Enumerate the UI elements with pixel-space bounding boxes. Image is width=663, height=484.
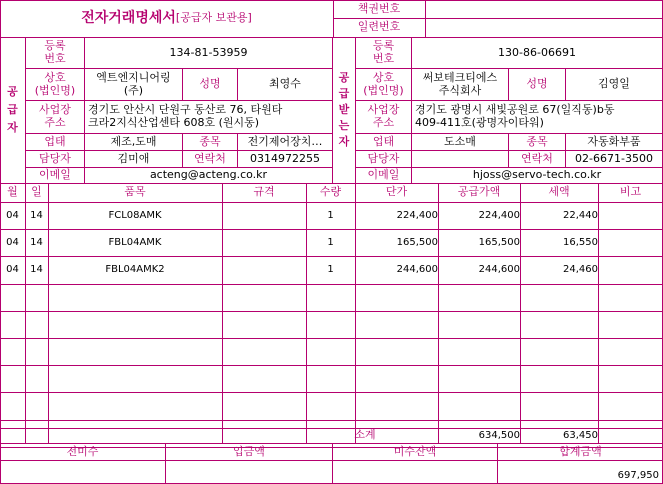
receiver-side-char: 자	[338, 135, 350, 148]
table-cell-month: 04	[6, 209, 19, 221]
table-cell-note	[598, 256, 663, 283]
col-header-spec: 규격	[253, 185, 275, 199]
table-cell-day: 14	[30, 209, 43, 221]
table-cell-qty: 1	[327, 263, 334, 275]
receiver-company: 써보테크티에스 주식회사	[422, 70, 498, 97]
supplier-email[interactable]: acteng@acteng.co.kr	[149, 168, 268, 182]
col-header-item: 품목	[124, 185, 146, 199]
received-label: 입금액	[233, 444, 265, 458]
supplier-rep: 최영수	[269, 77, 301, 91]
supplier-reg-label: 등록 번호	[44, 39, 66, 65]
table-cell-spec	[222, 256, 306, 283]
table-cell-note	[598, 202, 663, 229]
supplier-biz-type: 제조,도매	[110, 134, 157, 148]
total-value: 697,950	[617, 469, 659, 481]
received-value	[166, 461, 335, 483]
col-header-unit-price: 단가	[385, 185, 408, 199]
supplier-biz-item-label: 종목	[199, 134, 221, 148]
receiver-side-char: 급	[338, 87, 350, 100]
table-cell-supply: 244,600	[478, 263, 520, 275]
receiver-contact-label: 연락처	[521, 151, 553, 165]
col-header-note: 비고	[619, 185, 642, 199]
unpaid-value	[333, 461, 500, 483]
table-cell-item: FBL04AMK2	[105, 263, 165, 275]
table-cell-tax: 16,550	[563, 236, 598, 248]
serial-no-label: 일련번호	[357, 20, 401, 34]
receiver-rep: 김영일	[598, 77, 630, 91]
receiver-address-label: 사업장 주소	[367, 103, 400, 129]
supplier-email-label: 이메일	[39, 168, 71, 182]
receiver-side-char: 받	[338, 103, 350, 116]
receiver-reg-label: 등록 번호	[372, 39, 395, 65]
receiver-biz-item: 자동화부품	[587, 134, 641, 148]
document-title	[0, 0, 333, 37]
supplier-biz-type-label: 업태	[44, 134, 66, 148]
book-no-label: 책권번호	[357, 1, 401, 15]
col-header-qty: 수량	[319, 185, 342, 199]
supplier-rep-label: 성명	[199, 77, 221, 91]
supplier-side-char: 자	[7, 121, 18, 134]
supplier-side-char: 급	[7, 103, 18, 116]
table-cell-unit-price: 244,600	[396, 263, 438, 275]
receiver-manager-label: 담당자	[367, 151, 400, 165]
table-cell-day: 14	[30, 236, 43, 248]
receiver-email-label: 이메일	[367, 168, 400, 182]
table-cell-tax: 22,440	[563, 209, 598, 221]
table-cell-month: 04	[6, 236, 19, 248]
supplier-biz-item: 전기제어장치…	[247, 134, 323, 148]
total-label: 합계금액	[559, 444, 602, 458]
col-header-day: 일	[31, 185, 42, 199]
prev-unpaid-value	[0, 461, 168, 483]
receiver-side-label	[333, 37, 355, 183]
supplier-contact: 0314972255	[250, 151, 320, 165]
supplier-reg-no: 134-81-53959	[169, 45, 248, 59]
receiver-side-char: 는	[338, 119, 350, 132]
subtotal-tax: 63,450	[563, 429, 598, 441]
receiver-biz-type-label: 업태	[372, 134, 395, 148]
table-cell-unit-price: 165,500	[396, 236, 438, 248]
col-header-tax: 세액	[548, 185, 570, 199]
supplier-manager: 김미애	[117, 151, 150, 165]
table-cell-qty: 1	[327, 236, 334, 248]
supplier-side-char: 공	[7, 85, 18, 98]
table-cell-spec	[222, 229, 306, 256]
receiver-manager	[412, 151, 508, 167]
table-cell-tax: 24,460	[563, 263, 598, 275]
table-cell-unit-price: 224,400	[396, 209, 438, 221]
supplier-company: 엑트엔지니어링 (주)	[96, 70, 171, 97]
supplier-address: 경기도 안산시 단원구 동산로 76, 타원타 크라2지식산업센타 608호 (원시동)	[88, 103, 283, 129]
receiver-side-char: 공	[338, 71, 350, 84]
table-cell-item: FBL04AMK	[108, 236, 162, 248]
supplier-company-label: 상호 (법인명)	[34, 70, 76, 97]
prev-unpaid-label: 전미수	[66, 444, 99, 458]
supplier-side-label	[0, 37, 25, 183]
receiver-biz-type: 도소매	[444, 134, 476, 148]
table-cell-day: 14	[30, 263, 43, 275]
supplier-manager-label: 담당자	[39, 151, 71, 165]
table-cell-note	[598, 229, 663, 256]
table-cell-month: 04	[6, 263, 19, 275]
title-note: [공급자 보관용]	[175, 11, 252, 25]
supplier-address-label: 사업장 주소	[39, 103, 71, 129]
receiver-email[interactable]: hjoss@servo-tech.co.kr	[472, 168, 602, 182]
receiver-rep-label: 성명	[526, 77, 548, 91]
supplier-contact-label: 연락처	[194, 151, 226, 165]
receiver-biz-item-label: 종목	[526, 134, 548, 148]
table-cell-item: FCL08AMK	[108, 209, 162, 221]
unpaid-label: 미수잔액	[393, 444, 437, 458]
subtotal-label: 소계	[354, 428, 376, 442]
receiver-company-label: 상호 (법인명)	[363, 70, 404, 97]
receiver-contact: 02-6671-3500	[575, 151, 653, 165]
subtotal-supply: 634,500	[478, 429, 520, 441]
col-header-month: 월	[7, 185, 18, 199]
receiver-address: 경기도 광명시 새빛공원로 67(일직동)b동 409-411호(광명자이타워)	[415, 103, 615, 129]
table-cell-supply: 224,400	[478, 209, 520, 221]
col-header-supply: 공급가액	[457, 185, 501, 199]
table-cell-supply: 165,500	[478, 236, 520, 248]
table-cell-spec	[222, 202, 306, 229]
title-text: 전자거래명세서	[81, 10, 176, 27]
receiver-reg-no: 130-86-06691	[498, 45, 576, 59]
table-cell-qty: 1	[327, 209, 334, 221]
